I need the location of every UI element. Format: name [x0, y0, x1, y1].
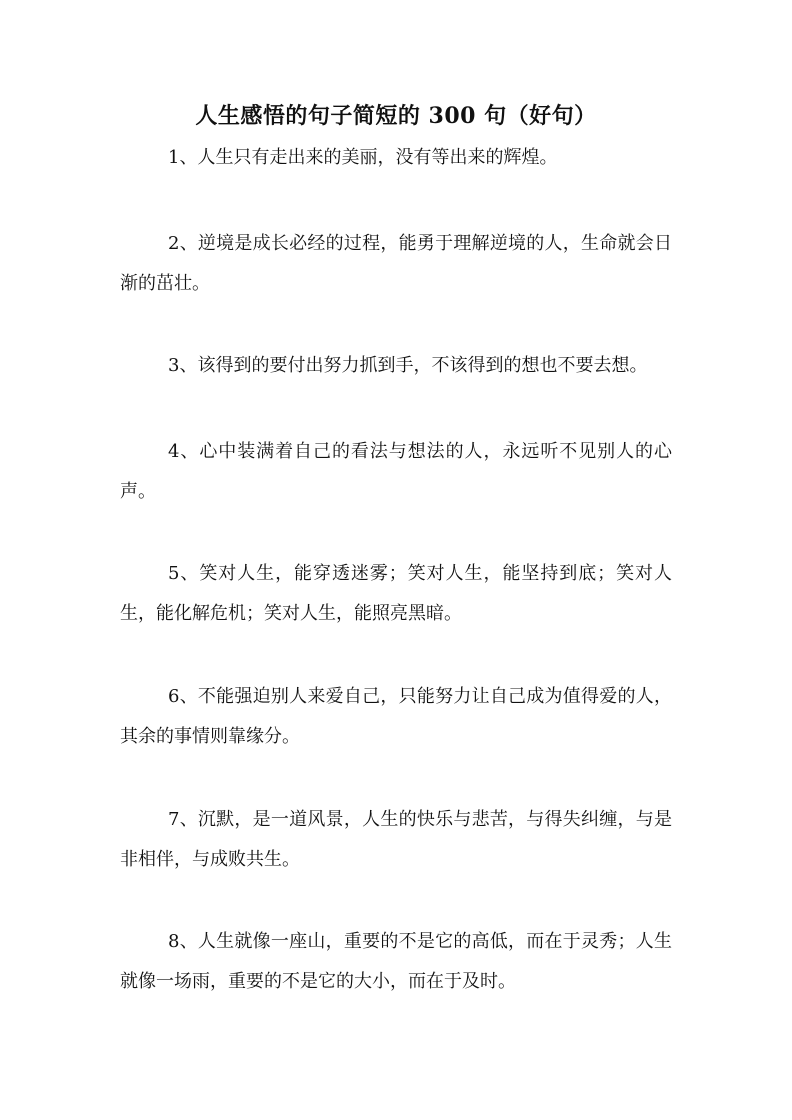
paragraph-6: 6、不能强迫别人来爱自己，只能努力让自己成为值得爱的人，其余的事情则靠缘分。 [120, 686, 672, 747]
document-title: 人生感悟的句子简短的 300 句（好句） [195, 103, 597, 129]
paragraph-1: 1、人生只有走出来的美丽，没有等出来的辉煌。 [168, 147, 558, 168]
paragraph-2: 2、逆境是成长必经的过程，能勇于理解逆境的人，生命就会日渐的茁壮。 [120, 233, 672, 294]
paragraph-7: 7、沉默，是一道风景，人生的快乐与悲苦，与得失纠缠，与是非相伴，与成败共生。 [120, 809, 672, 870]
paragraph-8: 8、人生就像一座山，重要的不是它的高低，而在于灵秀；人生就像一场雨，重要的不是它的大小，而在于及时。 [120, 931, 672, 992]
paragraph-5: 5、笑对人生，能穿透迷雾；笑对人生，能坚持到底；笑对人生，能化解危机；笑对人生，能照亮黑暗。 [120, 563, 672, 624]
paragraph-4: 4、心中装满着自己的看法与想法的人，永远听不见别人的心声。 [120, 441, 672, 502]
paragraph-3: 3、该得到的要付出努力抓到手，不该得到的想也不要去想。 [168, 355, 648, 376]
